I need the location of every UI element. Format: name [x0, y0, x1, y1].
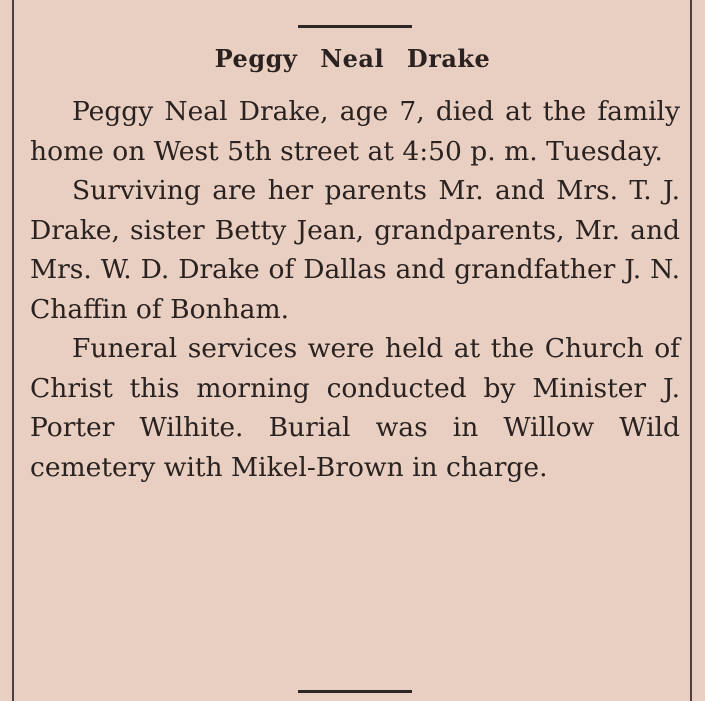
top-divider-rule: [298, 25, 412, 28]
column-rule-right: [690, 0, 692, 701]
bottom-divider-rule: [298, 690, 412, 693]
survivors-paragraph: Surviving are her parents Mr. and Mrs. T. J. Drake, sister Betty Jean, grandparents, Mr. and Mrs. W. D. Drake of Dallas and grandfather J. N. Chaffin of Bonham.: [30, 175, 680, 325]
column-rule-left: [12, 0, 14, 701]
obituary-body: [30, 92, 680, 487]
death-notice-paragraph: Peggy Neal Drake, age 7, died at the family home on West 5th street at 4:50 p. m. Tuesday.: [30, 96, 680, 167]
funeral-services-paragraph: Funeral services were held at the Church of Christ this morning conducted by Minister J. Porter Wilhite. Burial was in Willow Wild cemetery with Mikel-Brown in charge.: [30, 333, 680, 483]
obituary-headline: Peggy Neal Drake: [214, 44, 491, 73]
